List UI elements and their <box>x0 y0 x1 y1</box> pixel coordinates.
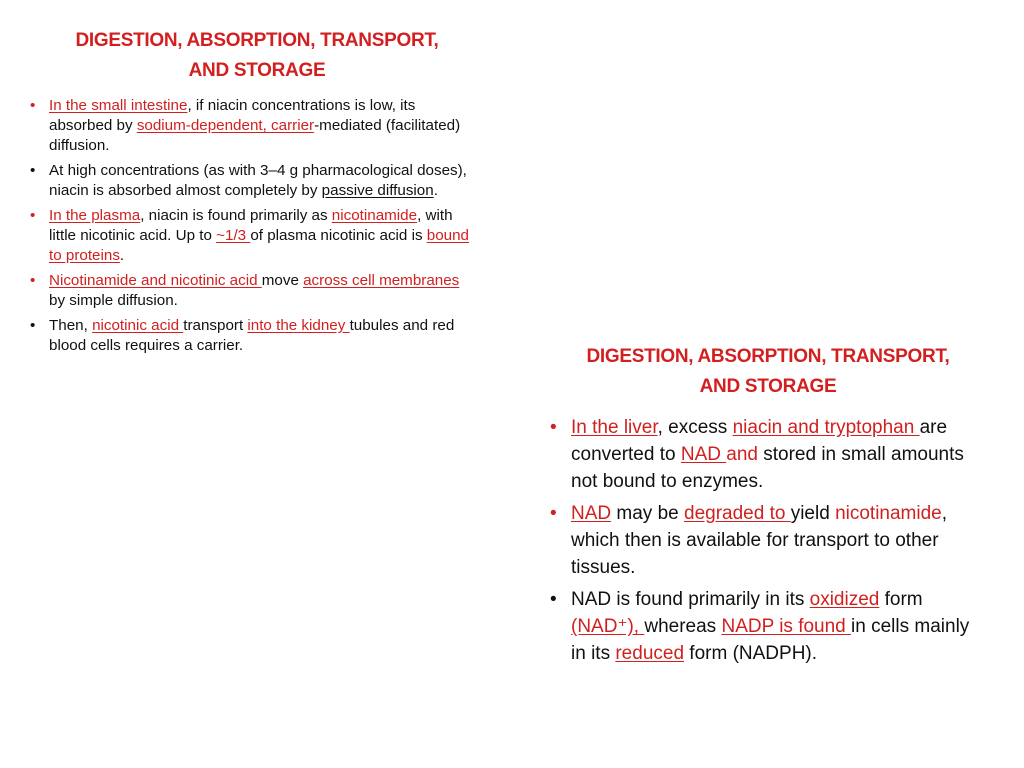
text-segment: nicotinamide <box>331 207 418 224</box>
text-segment: may be <box>611 503 684 524</box>
text-segment: nicotinic acid <box>92 317 184 334</box>
text-segment: bound to proteins <box>49 227 469 264</box>
text-segment: by simple diffusion. <box>49 292 178 309</box>
text-segment: tubules and red blood cells requires a carrier. <box>49 317 455 354</box>
text-segment: . <box>433 182 438 199</box>
bullet-icon: • <box>550 589 557 610</box>
bullet-icon: • <box>550 417 557 438</box>
bullet-icon: • <box>30 162 36 179</box>
text-segment: of plasma nicotinic acid is <box>250 227 427 244</box>
bullet-item <box>28 96 478 156</box>
text-segment: ~1/3 <box>216 227 251 244</box>
text-segment: oxidized <box>809 589 880 610</box>
text-segment: are converted to <box>571 417 948 465</box>
bullet-icon: • <box>30 317 36 334</box>
bullet-item <box>28 206 478 266</box>
text-segment: in cells mainly in its <box>571 616 970 664</box>
bullet-icon: • <box>30 97 36 114</box>
text-segment: NAD is found primarily in its <box>571 589 810 610</box>
text-segment: niacin and tryptophan <box>732 417 920 438</box>
bullet-list <box>28 96 478 356</box>
text-segment: yield <box>790 503 836 524</box>
text-segment: . <box>119 247 125 264</box>
bullet-icon: • <box>30 207 36 224</box>
text-segment: form (NADPH). <box>684 643 818 664</box>
title-line-1: DIGESTION, ABSORPTION, TRANSPORT, <box>586 346 950 367</box>
title-line-2: AND STORAGE <box>188 60 326 81</box>
text-segment: and <box>726 444 758 465</box>
text-segment: In the plasma <box>49 207 141 224</box>
text-segment: reduced <box>615 643 685 664</box>
title-line-1: DIGESTION, ABSORPTION, TRANSPORT, <box>75 30 439 51</box>
text-segment: NAD <box>571 503 612 524</box>
bullet-list <box>548 414 988 667</box>
text-segment: -mediated (facilitated) diffusion. <box>49 117 461 154</box>
bullet-item <box>548 586 988 667</box>
slide-right <box>548 342 988 672</box>
text-segment: Nicotinamide and nicotinic acid <box>49 272 262 289</box>
text-segment: move <box>261 272 304 289</box>
text-segment: In the liver <box>571 417 658 438</box>
text-segment: , which then is available for transport to other tissues. <box>571 503 948 578</box>
bullet-icon: • <box>30 272 36 289</box>
bullet-item <box>28 271 478 311</box>
text-segment: transport <box>183 317 248 334</box>
text-segment: In the small intestine <box>49 97 188 114</box>
text-segment: , niacin is found primarily as <box>140 207 332 224</box>
bullet-item <box>548 500 988 581</box>
bullet-icon: • <box>550 503 557 524</box>
text-segment: (NAD⁺), <box>571 616 645 637</box>
text-segment: , with little nicotinic acid. Up to <box>49 207 453 244</box>
text-segment: NAD <box>680 444 727 465</box>
text-segment: At high concentrations (as with 3–4 g pharmacological doses), niacin is absorbed almost completely by <box>49 162 467 199</box>
text-segment: Then, <box>49 317 93 334</box>
text-segment: whereas <box>644 616 722 637</box>
text-segment: nicotinamide <box>835 503 942 524</box>
text-segment: NADP is found <box>721 616 852 637</box>
title-line-2: AND STORAGE <box>699 376 837 397</box>
slide-title <box>548 342 988 402</box>
slide-left <box>28 26 478 361</box>
bullet-item <box>28 316 478 356</box>
bullet-item <box>28 161 478 201</box>
text-segment: , if niacin concentrations is low, its absorbed by <box>49 97 416 134</box>
bullet-item <box>548 414 988 495</box>
slide-title <box>28 26 478 86</box>
text-segment: stored in small amounts not bound to enzymes. <box>571 444 964 492</box>
text-segment: form <box>879 589 923 610</box>
text-segment: degraded to <box>684 503 791 524</box>
text-segment: passive diffusion <box>321 182 434 199</box>
text-segment: , excess <box>657 417 733 438</box>
text-segment: into the kidney <box>247 317 350 334</box>
text-segment: across cell membranes <box>303 272 460 289</box>
text-segment: sodium-dependent, carrier <box>136 117 315 134</box>
